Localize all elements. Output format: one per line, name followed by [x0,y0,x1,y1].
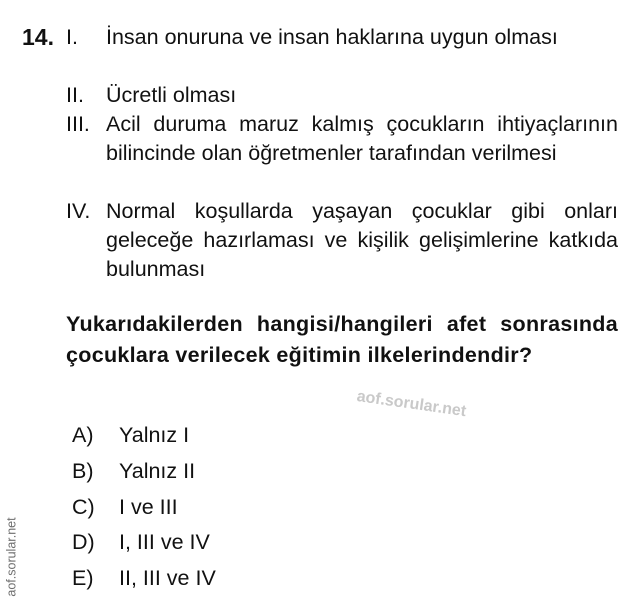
option-letter: E) [72,566,94,590]
answer-option-b[interactable] [72,457,195,485]
answer-option-d[interactable] [72,528,210,556]
option-text: I ve III [119,495,178,519]
statement-numeral: I. [66,25,78,49]
option-text: II, III ve IV [119,566,216,590]
question-stem: Yukarıdakilerden hangisi/hangileri afet sonrasında çocuklara verilecek eğitimin ilkelerindendir? [66,312,618,367]
option-letter: C) [72,495,95,519]
option-text: Yalnız II [119,459,196,483]
watermark: aof.sorular.net [355,388,468,421]
statement-text: Acil duruma maruz kalmış çocukların ihtiyaçlarının bilincinde olan öğretmenler tarafından verilmesi [106,112,618,165]
option-text: Yalnız I [119,423,190,447]
answer-option-e[interactable] [72,564,216,592]
side-watermark: aof.sorular.net [4,517,19,597]
statement-item-3 [66,110,618,168]
statement-text: İnsan onuruna ve insan haklarına uygun olması [106,25,558,49]
question-number: 14. [22,24,54,50]
statement-numeral: II. [66,83,84,107]
option-letter: B) [72,459,94,483]
statement-numeral: III. [66,112,90,136]
answer-option-a[interactable] [72,421,189,449]
statement-item-1 [66,23,618,52]
statement-item-4 [66,197,618,284]
option-text: I, III ve IV [119,530,210,554]
option-letter: D) [72,530,95,554]
statement-numeral: IV. [66,199,91,223]
statement-text: Ücretli olması [106,83,237,107]
statement-item-2 [66,81,618,110]
answer-option-c[interactable] [72,493,178,521]
option-letter: A) [72,423,94,447]
statement-text: Normal koşullarda yaşayan çocuklar gibi onları geleceğe hazırlaması ve kişilik gelişimlerine katkıda bulunması [106,199,618,281]
